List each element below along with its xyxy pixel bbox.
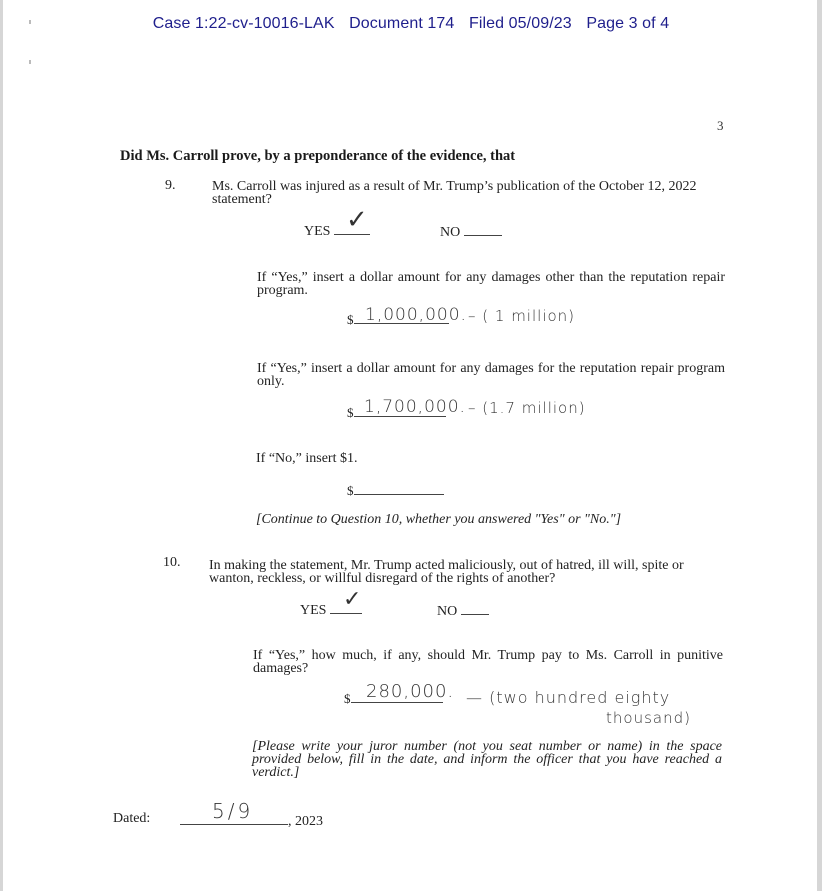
q10-punitive-words-line1: — (two hundred eighty bbox=[466, 688, 671, 707]
q10-yes-checkmark: ✓ bbox=[343, 587, 362, 612]
q9-if-no-amount[interactable] bbox=[354, 482, 444, 495]
q10-no-blank[interactable] bbox=[461, 602, 489, 615]
scan-mark bbox=[29, 60, 31, 64]
page-indicator: Page 3 of 4 bbox=[586, 15, 670, 32]
q9-damages-other-prompt: If “Yes,” insert a dollar amount for any damages other than the reputation repair program. bbox=[257, 270, 725, 298]
q10-yes-label: YES bbox=[300, 603, 327, 618]
q9-damages-reputation-amount: 1,700,000. bbox=[364, 397, 466, 417]
currency-symbol: $ bbox=[344, 691, 351, 706]
q9-damages-other-amount: 1,000,000. bbox=[365, 305, 467, 325]
document-number: Document 174 bbox=[349, 15, 455, 32]
q9-no-label: NO bbox=[440, 225, 461, 240]
lead-question: Did Ms. Carroll prove, by a preponderance of the evidence, that bbox=[120, 148, 516, 164]
q10-punitive-words-line2: thousand) bbox=[606, 709, 691, 727]
currency-symbol: $ bbox=[347, 405, 354, 420]
q10-punitive-prompt: If “Yes,” how much, if any, should Mr. Trump pay to Ms. Carroll in punitive damages? bbox=[253, 648, 723, 676]
q9-yes-label: YES bbox=[304, 224, 331, 239]
currency-symbol: $ bbox=[347, 312, 354, 327]
q9-damages-other-words: – ( 1 million) bbox=[468, 307, 576, 325]
case-number: Case 1:22-cv-10016-LAK bbox=[152, 15, 335, 32]
q9-no-option[interactable] bbox=[440, 223, 502, 241]
q10-number: 10. bbox=[163, 555, 181, 570]
q10-no-label: NO bbox=[437, 604, 458, 619]
q10-no-option[interactable] bbox=[437, 602, 489, 620]
q9-if-no-field[interactable] bbox=[347, 482, 444, 499]
q9-text: Ms. Carroll was injured as a result of Mr. Trump’s publication of the October 12, 2022 statement? bbox=[212, 179, 697, 207]
q9-yes-checkmark: ✓ bbox=[346, 205, 368, 235]
dated-label: Dated: bbox=[113, 811, 151, 826]
q9-no-blank[interactable] bbox=[464, 223, 502, 236]
ecf-header bbox=[0, 15, 822, 33]
page-number: 3 bbox=[717, 118, 724, 133]
dated-value: 5/9 bbox=[212, 799, 254, 823]
filed-date: Filed 05/09/23 bbox=[468, 15, 572, 32]
juror-instruction: [Please write your juror number (not you seat number or name) in the space provided below, fill in the date, and inform the officer that you have reached a verdict.] bbox=[252, 739, 722, 780]
q9-damages-reputation-words: – (1.7 million) bbox=[468, 399, 586, 417]
currency-symbol: $ bbox=[347, 483, 354, 498]
q9-if-no-prompt: If “No,” insert $1. bbox=[256, 451, 358, 466]
q10-text: In making the statement, Mr. Trump acted maliciously, out of hatred, ill will, spite or wanton, reckless, or willful disregard of the rights of another? bbox=[209, 558, 684, 586]
q10-punitive-amount: 280,000. bbox=[366, 681, 455, 702]
continue-note: [Continue to Question 10, whether you answered "Yes" or "No."] bbox=[256, 512, 622, 527]
q9-damages-reputation-prompt: If “Yes,” insert a dollar amount for any damages for the reputation repair program only. bbox=[257, 361, 725, 389]
q9-number: 9. bbox=[165, 178, 176, 193]
dated-year: , 2023 bbox=[288, 814, 323, 829]
